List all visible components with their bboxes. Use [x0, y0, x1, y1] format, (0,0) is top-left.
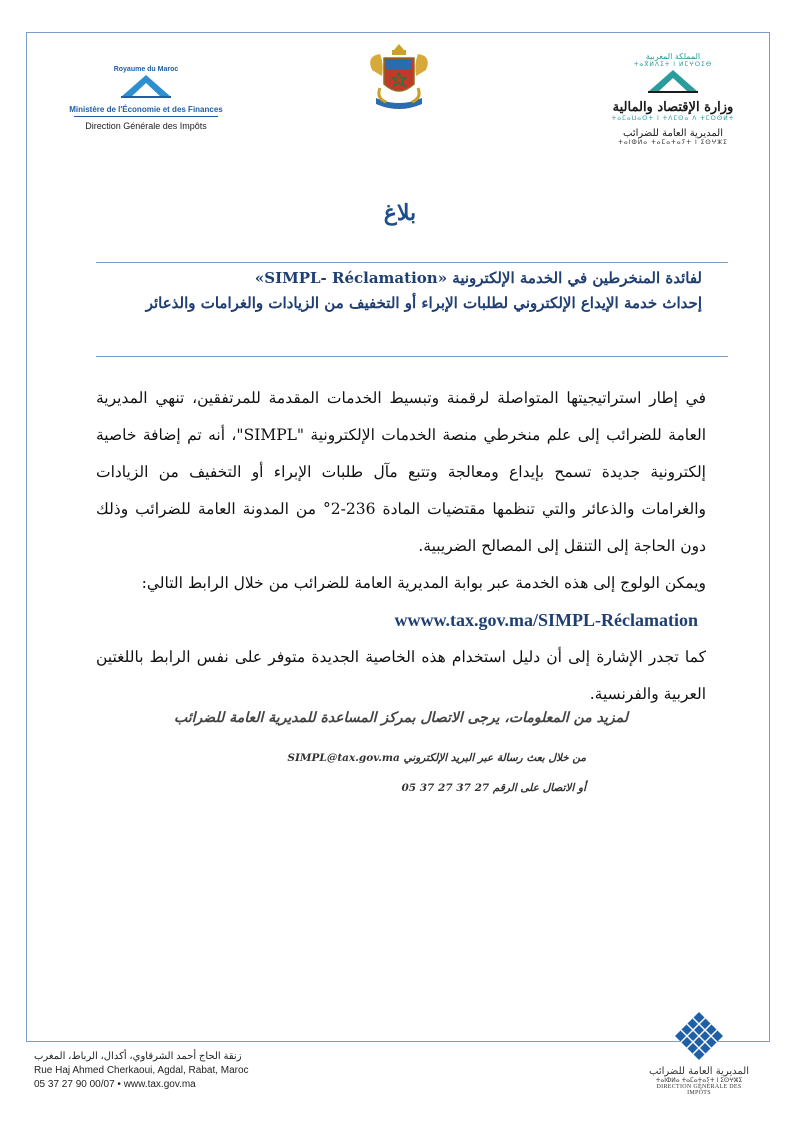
footer-logo-tifinagh: ⵜⴰⵏⵀⵍⴰ ⵜⴰⵎⴰⵜⴰⵢⵜ ⵏ ⵉⵙⵖⵣⵉ [655, 1077, 743, 1084]
tifinagh-dg-label: ⵜⴰⵏⵀⵍⴰ ⵜⴰⵎⴰⵜⴰⵢⵜ ⵏ ⵉⵙⵖⵣⵉ [618, 139, 728, 146]
footer-address [34, 1050, 314, 1092]
ministere-label: Ministère de l'Économie et des Finances [69, 105, 223, 114]
ministry-logo-fr [66, 66, 226, 131]
direction-label: Direction Générale des Impôts [85, 121, 207, 131]
announcement-body [96, 380, 706, 713]
tifinagh-kingdom-label: ⵜⴰⴳⵍⴷⵉⵜ ⵏ ⵍⵎⵖⵔⵉⴱ [633, 61, 713, 68]
contact-email-line: من خلال بعث رسالة عبر البريد الإلكتروني SIMPL@tax.gov.ma [287, 752, 586, 764]
kingdom-ar-label: المملكة المغربية [645, 52, 701, 61]
subject-bottom-rule [96, 356, 728, 357]
subject-top-rule [96, 262, 728, 263]
footer-phone-web: 05 37 27 90 00/07 • www.tax.gov.ma [34, 1079, 196, 1090]
ministry-logo-ar [588, 52, 758, 146]
footer-logo-ar: المديرية العامة للضرائب [649, 1066, 749, 1077]
body-paragraph-2: ويمكن الولوج إلى هذه الخدمة عبر بوابة المديرية العامة للضرائب من خلال الرابط التالي: [141, 574, 706, 592]
royal-emblem-icon [364, 40, 434, 114]
footer-dgi-logo [644, 1010, 754, 1096]
body-paragraph-1: في إطار استراتيجيتها المتواصلة لرقمنة وتبسيط الخدمات المقدمة للمرتفقين، تنهي المديرية العامة للضرائب إلى علم منخرطي منصة الخدمات الإلكترونية "SIMPL"، أنه تم إضافة خاصية إلكترونية جديدة تسمح بإيداع ومعالجة وتتبع مآل طلبات الإبراء أو التخفيف من الزيادات والغرامات والذعائر والتي تنظمها مقتضيات المادة 236-2° من المدونة العامة للضرائب وذلك دون الحاجة إلى التنقل إلى المصالح الضريبية. [96, 389, 707, 555]
dgi-diamond-icon [673, 1010, 725, 1062]
royaume-label: Royaume du Maroc [113, 66, 179, 73]
tifinagh-ministry-label: ⵜⴰⵎⴰⵡⴰⵙⵜ ⵏ ⵜⴷⵎⵙⴰ ⴷ ⵜⵎⵔⵙⵍⵜ [611, 115, 735, 122]
body-paragraph-3: كما تجدر الإشارة إلى أن دليل استخدام هذه الخاصية الجديدة متوفر على نفس الرابط باللغتين العربية والفرنسية. [96, 648, 706, 703]
ministry-triangle-icon-ar [638, 68, 708, 94]
subject-line-1: لفائدة المنخرطين في الخدمة الإلكترونية «SIMPL- Réclamation» [254, 269, 702, 287]
subject-block [96, 266, 702, 316]
subject-line-2: إحداث خدمة الإيداع الإلكتروني لطلبات الإبراء أو التخفيف من الزيادات والغرامات والذعائر [145, 294, 702, 312]
simpl-reclamation-link[interactable]: wwww.tax.gov.ma/SIMPL-Réclamation [394, 610, 698, 630]
contact-heading: لمزيد من المعلومات، يرجى الاتصال بمركز المساعدة للمديرية العامة للضرائب [174, 710, 628, 726]
contact-phone-line: أو الاتصال على الرقم 27 37 27 37 05 [401, 782, 586, 794]
page-title: بلاغ [383, 200, 417, 226]
ministry-ar-label: وزارة الإقتصاد والمالية [612, 100, 734, 115]
footer-logo-fr: DIRECTION GÉNÉRALE DES IMPÔTS [656, 1084, 742, 1096]
ministry-triangle-icon [111, 73, 181, 99]
logo-divider [74, 116, 218, 117]
footer-address-fr: Rue Haj Ahmed Cherkaoui, Agdal, Rabat, Maroc [34, 1065, 249, 1076]
dg-ar-label: المديرية العامة للضرائب [623, 128, 723, 139]
footer-address-ar: زنقة الحاج أحمد الشرقاوي، أكدال، الرباط، المغرب [34, 1051, 242, 1062]
